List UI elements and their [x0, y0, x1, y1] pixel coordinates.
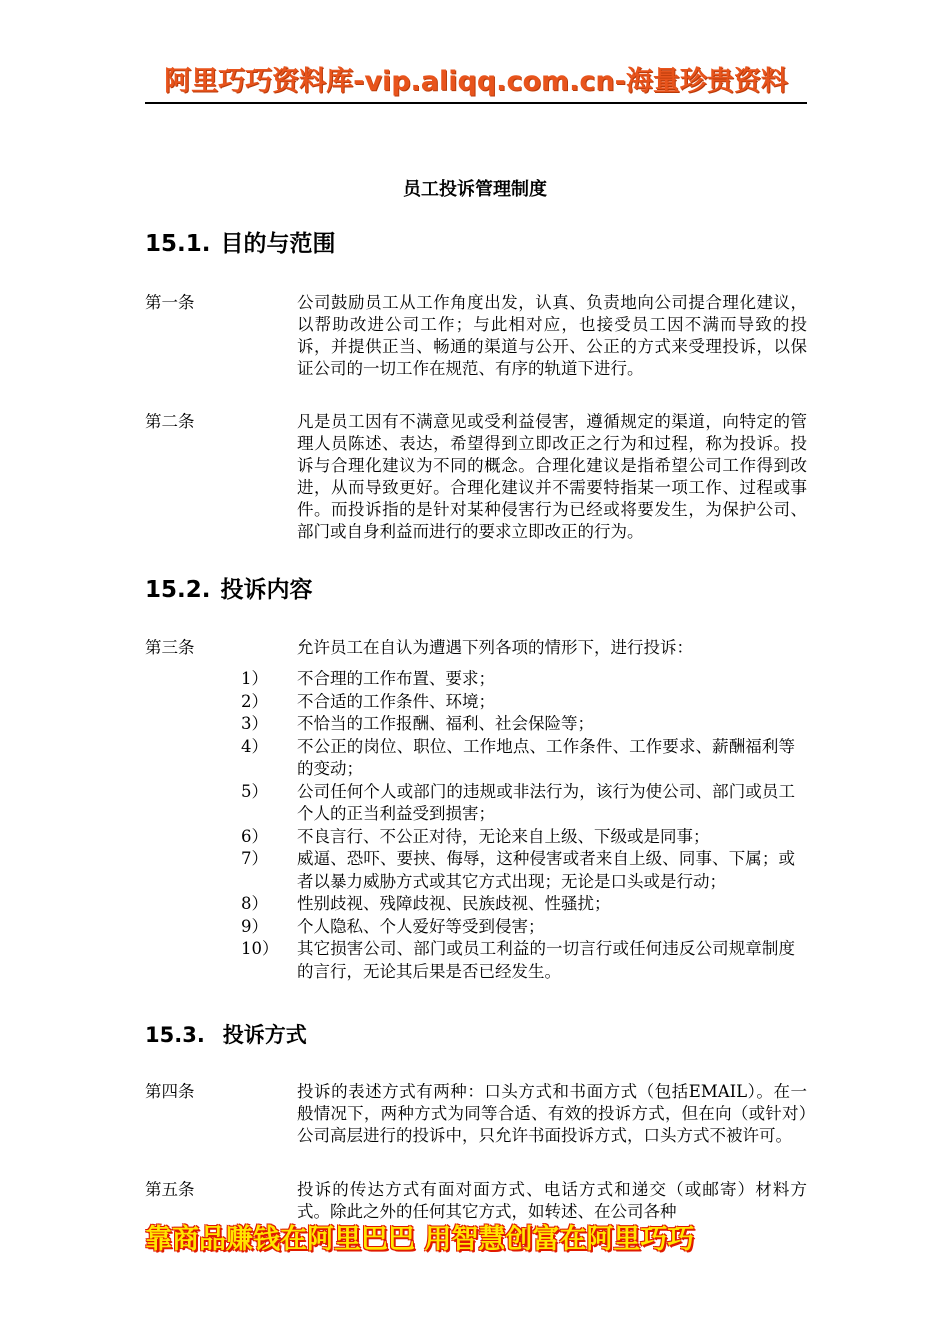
list-item-text: 公司任何个人或部门的违规或非法行为，该行为使公司、部门或员工个人的正当利益受到损害； [297, 781, 795, 823]
list-item [145, 938, 807, 983]
section-heading-15-1 [145, 229, 336, 259]
complaint-items-list [145, 668, 807, 983]
article-text: 允许员工在自认为遭遇下列各项的情形下，进行投诉： [297, 638, 693, 657]
list-item [145, 691, 807, 714]
list-item-text: 其它损害公司、部门或员工利益的一切言行或任何违反公司规章制度的言行，无论其后果是否已经发生。 [297, 939, 795, 981]
list-item-number: 5） [241, 781, 268, 801]
article-label: 第五条 [145, 1180, 195, 1199]
section-heading-15-3 [145, 1020, 307, 1050]
list-item [145, 668, 807, 691]
article-text: 投诉的表述方式有两种：口头方式和书面方式（包括EMAIL）。在一般情况下，两种方式为同等合适、有效的投诉方式，但在向（或针对）公司高层进行的投诉中，只允许书面投诉方式，口头方式不被许可。 [297, 1082, 807, 1145]
article-label: 第一条 [145, 293, 195, 312]
section-number: 15.2. [145, 577, 211, 603]
section-title: 投诉内容 [220, 577, 313, 603]
article-label: 第二条 [145, 412, 195, 431]
list-item [145, 916, 807, 939]
list-item [145, 826, 807, 849]
list-item-text: 不恰当的工作报酬、福利、社会保险等； [297, 714, 594, 733]
article-3 [145, 637, 807, 659]
section-title: 目的与范围 [220, 231, 336, 257]
list-item-text: 不合适的工作条件、环境； [297, 691, 495, 711]
list-item-number: 10） [241, 939, 279, 958]
list-item-number: 3） [241, 714, 268, 733]
list-item [145, 713, 807, 736]
list-item [145, 736, 807, 781]
list-item-number: 1） [241, 669, 268, 688]
header-banner: 阿里巧巧资料库-vip.aliqq.com.cn-海量珍贵资料 [164, 66, 788, 97]
section-number: 15.1. [145, 231, 211, 257]
list-item-number: 6） [241, 826, 268, 846]
section-heading-15-2 [145, 575, 313, 605]
list-item-number: 9） [241, 916, 268, 936]
article-4 [145, 1081, 807, 1147]
article-2 [145, 411, 807, 543]
list-item-text: 不合理的工作布置、要求； [297, 669, 495, 688]
article-text: 投诉的传达方式有面对面方式、电话方式和递交（或邮寄）材料方式。除此之外的任何其它方式，如转述、在公司各种 [297, 1180, 807, 1221]
list-item-text: 性别歧视、残障歧视、民族歧视、性骚扰； [297, 894, 611, 913]
list-item-number: 7） [241, 849, 268, 868]
list-item-number: 2） [241, 691, 268, 711]
article-text: 公司鼓励员工从工作角度出发，认真、负责地向公司提合理化建议，以帮助改进公司工作；与此相对应，也接受员工因不满而导致的投诉，并提供正当、畅通的渠道与公开、公正的方式来受理投诉，以保证公司的一切工作在规范、有序的轨道下进行。 [297, 293, 807, 378]
footer-banner: 靠商品赚钱在阿里巴巴 用智慧创富在阿里巧巧 [145, 1224, 695, 1255]
section-number: 15.3. [145, 1023, 205, 1047]
list-item [145, 781, 807, 826]
article-1 [145, 292, 807, 380]
section-title: 投诉方式 [222, 1023, 307, 1047]
list-item-text: 不公正的岗位、职位、工作地点、工作条件、工作要求、薪酬福利等的变动； [297, 736, 795, 778]
document-title: 员工投诉管理制度 [403, 179, 547, 200]
article-text: 凡是员工因有不满意见或受利益侵害，遵循规定的渠道，向特定的管理人员陈述、表达，希望得到立即改正之行为和过程，称为投诉。投诉与合理化建议为不同的概念。合理化建议是指希望公司工作得到改进，从而导致更好。合理化建议并不需要特指某一项工作、过程或事件。而投诉指的是针对某种侵害行为已经或将要发生，为保护公司、部门或自身利益而进行的要求立即改正的行为。 [297, 412, 807, 541]
list-item-number: 8） [241, 894, 268, 913]
list-item-text: 个人隐私、个人爱好等受到侵害； [297, 916, 545, 936]
list-item-text: 威逼、恐吓、要挟、侮辱，这种侵害或者来自上级、同事、下属；或者以暴力威胁方式或其它方式出现；无论是口头或是行动； [297, 849, 795, 891]
list-item [145, 848, 807, 893]
header-rule [145, 102, 807, 104]
article-5 [145, 1179, 807, 1223]
article-label: 第三条 [145, 638, 195, 657]
list-item [145, 893, 807, 916]
list-item-text: 不良言行、不公正对待，无论来自上级、下级或是同事； [297, 826, 710, 846]
article-label: 第四条 [145, 1082, 195, 1101]
list-item-number: 4） [241, 736, 268, 756]
